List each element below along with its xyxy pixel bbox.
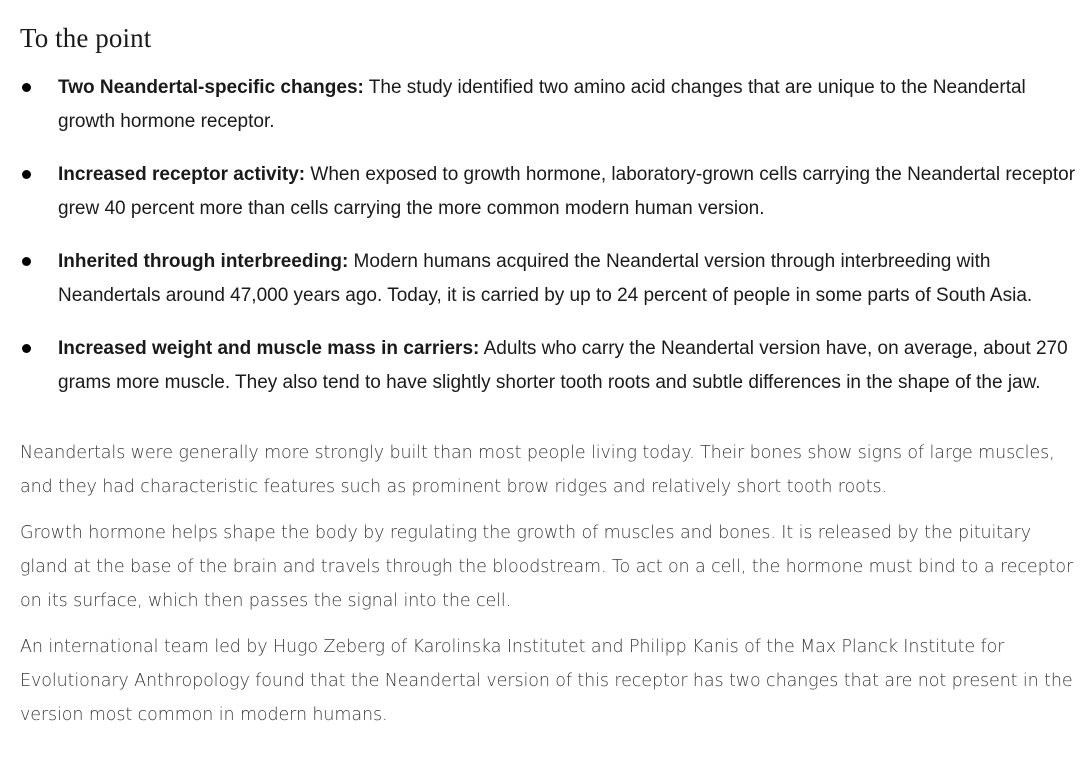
- body-paragraph: An international team led by Hugo Zeberg of Karolinska Institutet and Philipp Kanis of the Max Planck Institute for Evolutionary Anthropology found that the Neandertal version of this receptor has two changes that are not present in the version most common in modern humans.: [20, 637, 1073, 725]
- key-point-item: [20, 71, 1087, 139]
- bullet-dot-icon: [22, 344, 31, 353]
- key-point-text: Modern humans acquired the Neandertal version through interbreeding with Neandertals around 47,000 years ago. Today, it is carried by up to 24 percent of people in some parts of South Asia.: [58, 251, 1033, 306]
- key-point-text: Adults who carry the Neandertal version have, on average, about 270 grams more muscle. They also tend to have slightly shorter tooth roots and subtle differences in the shape of the jaw.: [58, 338, 1068, 393]
- body-paragraph: Growth hormone helps shape the body by regulating the growth of muscles and bones. It is released by the pituitary gland at the base of the brain and travels through the bloodstream. To act on a cell, the hormone must bind to a receptor on its surface, which then passes the signal into the cell.: [20, 523, 1074, 611]
- key-point-label: Increased receptor activity:: [58, 164, 306, 185]
- article-body: [20, 436, 1080, 732]
- key-point-label: Inherited through interbreeding:: [58, 251, 349, 272]
- key-point-item: [20, 245, 1087, 313]
- bullet-dot-icon: [22, 257, 31, 266]
- key-point-item: [20, 332, 1087, 400]
- key-point-label: Increased weight and muscle mass in carriers:: [58, 338, 480, 359]
- bullet-dot-icon: [22, 170, 31, 179]
- key-points-list: [20, 71, 1087, 400]
- bullet-dot-icon: [22, 83, 31, 92]
- key-point-item: [20, 158, 1087, 226]
- section-heading: To the point: [20, 23, 152, 53]
- key-point-label: Two Neandertal-specific changes:: [58, 77, 364, 98]
- key-point-text: The study identified two amino acid changes that are unique to the Neandertal growth hormone receptor.: [58, 77, 1026, 132]
- body-paragraph: Neandertals were generally more strongly built than most people living today. Their bones show signs of large muscles, and they had characteristic features such as prominent brow ridges and relatively short tooth roots.: [20, 443, 1055, 497]
- key-point-text: When exposed to growth hormone, laboratory-grown cells carrying the Neandertal receptor grew 40 percent more than cells carrying the more common modern human version.: [58, 164, 1076, 219]
